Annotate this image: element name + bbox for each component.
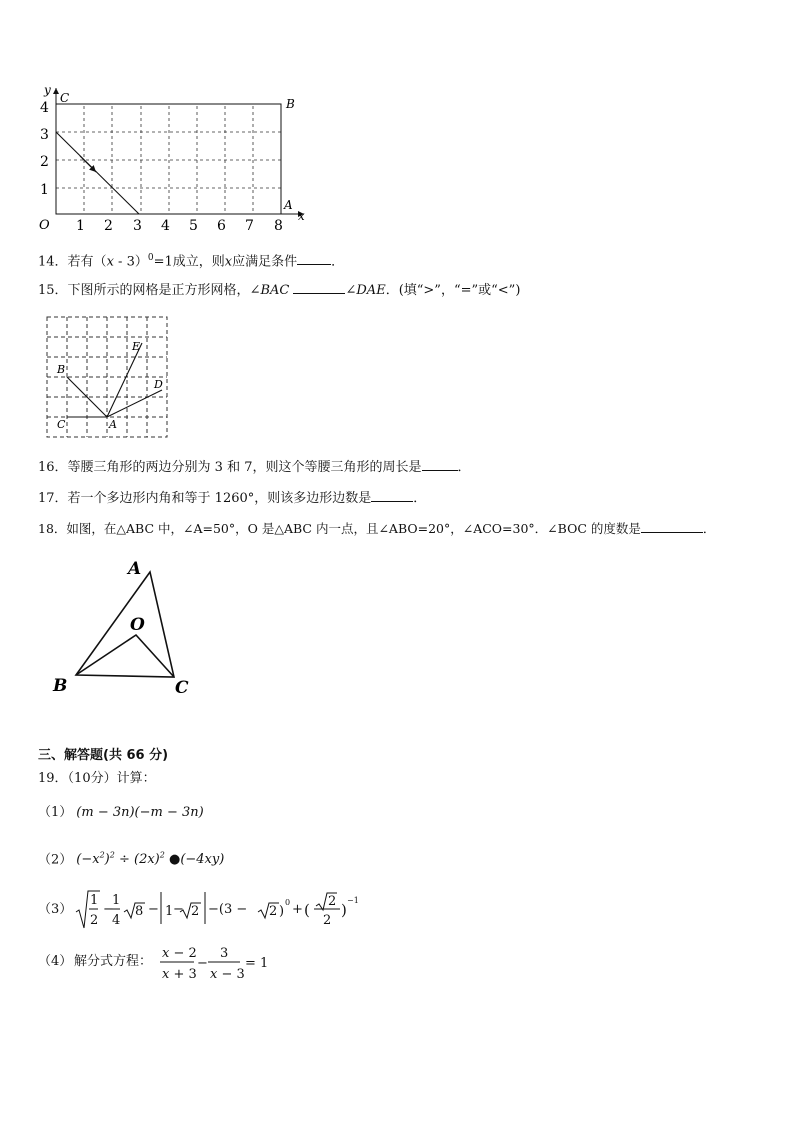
answer-blank[interactable]: [293, 281, 345, 294]
q19-part-1: （1） (m − 3n)(−m − 3n): [38, 805, 204, 820]
point-A-label: A: [109, 418, 117, 431]
math-expression: $(-x^2)^2 \div (2x)^2$ ●(−4xy): [76, 851, 225, 868]
coordinate-grid-figure: [34, 82, 314, 234]
point-D-label: D: [154, 378, 163, 391]
q19-part-2: （2） $(-x^2)^2 \div (2x)^2$ ●(−4xy): [38, 851, 225, 868]
y-axis-label: y: [44, 83, 51, 97]
section-heading: 三、解答题(共 66 分): [38, 748, 169, 763]
answer-blank[interactable]: [422, 458, 458, 471]
question-number: 14．: [38, 254, 68, 270]
math-expression: (m − 3n)(−m − 3n): [76, 805, 204, 820]
svg-text:(: (: [304, 901, 310, 919]
svg-text:1: 1: [165, 904, 174, 919]
y-tick: 4: [40, 100, 49, 116]
point-B-label: B: [286, 97, 295, 111]
svg-text:): ): [279, 904, 285, 919]
svg-text:1: 1: [112, 893, 121, 908]
svg-text:2: 2: [90, 913, 99, 928]
segment-AD: [107, 390, 162, 417]
svg-text:x + 3: x + 3: [162, 967, 197, 982]
svg-text:−: −: [197, 956, 208, 971]
svg-text:−: −: [103, 902, 114, 917]
rectangle-OABC: [56, 104, 281, 214]
point-C-label: C: [57, 418, 66, 431]
question-19-heading: 19．（10分）计算：: [38, 771, 156, 786]
grid-lines: [56, 106, 281, 214]
svg-text:+: +: [292, 902, 303, 917]
x-tick: 8: [274, 218, 283, 234]
svg-text:3: 3: [220, 946, 229, 961]
svg-text:−: −: [173, 902, 184, 917]
math-expression: [158, 942, 308, 982]
question-number: 17．: [38, 491, 68, 506]
ball-path: [56, 132, 139, 214]
question-16: 16．等腰三角形的两边分别为 3 和 7，则这个等腰三角形的周长是 ．: [38, 460, 471, 475]
y-tick: 1: [40, 182, 49, 198]
question-17: 17．若一个多边形内角和等于 1260°，则该多边形边数是 ．: [38, 491, 427, 506]
svg-text:−(3 −: −(3 −: [208, 902, 248, 917]
svg-text:2: 2: [269, 904, 278, 919]
triangle-figure: [48, 555, 198, 700]
question-18: 18．如图，在△ABC 中，∠A=50°，O 是△ABC 内一点，且∠ABO=20°，∠ACO=30°．∠BOC 的度数是 ．: [38, 521, 716, 536]
svg-text:2: 2: [323, 913, 332, 928]
x-tick: 7: [245, 218, 254, 234]
x-tick: 2: [104, 218, 113, 234]
svg-text:): ): [341, 901, 347, 919]
svg-text:x − 3: x − 3: [210, 967, 245, 982]
svg-text:4: 4: [112, 913, 121, 928]
question-number: 15．: [38, 283, 68, 298]
question-number: 18．: [38, 521, 67, 536]
svg-text:= 1: = 1: [245, 956, 269, 971]
x-tick: 1: [76, 218, 85, 234]
svg-text:0: 0: [285, 898, 291, 907]
x-tick: 4: [161, 218, 170, 234]
vertex-B-label: B: [53, 676, 68, 696]
math-expression: [74, 888, 374, 932]
segment-AE: [107, 343, 142, 417]
answer-blank[interactable]: [371, 489, 413, 502]
y-tick-labels: [40, 100, 49, 198]
point-O-label: O: [130, 615, 145, 635]
question-15: 15．下图所示的网格是正方形网格，∠BAC ∠DAE．(填“>”，“=”或“<”): [38, 283, 521, 298]
svg-text:−1: −1: [347, 896, 359, 905]
vertex-A-label: A: [128, 559, 142, 579]
x-tick-labels: [76, 218, 283, 234]
origin-label: O: [39, 218, 50, 233]
svg-text:8: 8: [135, 904, 144, 919]
segments-BO-OC: [76, 635, 174, 677]
point-B-label: B: [57, 363, 66, 376]
svg-text:2: 2: [328, 894, 337, 909]
point-A-label: A: [284, 198, 293, 212]
y-tick: 3: [40, 127, 49, 143]
x-tick: 6: [217, 218, 226, 234]
answer-blank[interactable]: [641, 520, 703, 533]
square-grid-figure: [40, 310, 175, 440]
x-tick: 3: [133, 218, 142, 234]
answer-blank[interactable]: [297, 252, 331, 265]
point-C-label: C: [60, 91, 70, 105]
question-number: 16．: [38, 460, 68, 475]
svg-text:1: 1: [90, 893, 99, 908]
y-tick: 2: [40, 154, 49, 170]
x-tick: 5: [189, 218, 198, 234]
svg-text:x − 2: x − 2: [162, 946, 197, 961]
point-E-label: E: [132, 340, 141, 353]
direction-arrow-icon: [80, 156, 96, 172]
vertex-C-label: C: [175, 678, 189, 698]
svg-text:2: 2: [191, 904, 200, 919]
question-14: 14．若有（x - 3）$^0$=1成立，则x应满足条件 ．: [38, 253, 345, 270]
svg-text:−: −: [148, 902, 159, 917]
x-axis-label: x: [298, 209, 305, 223]
